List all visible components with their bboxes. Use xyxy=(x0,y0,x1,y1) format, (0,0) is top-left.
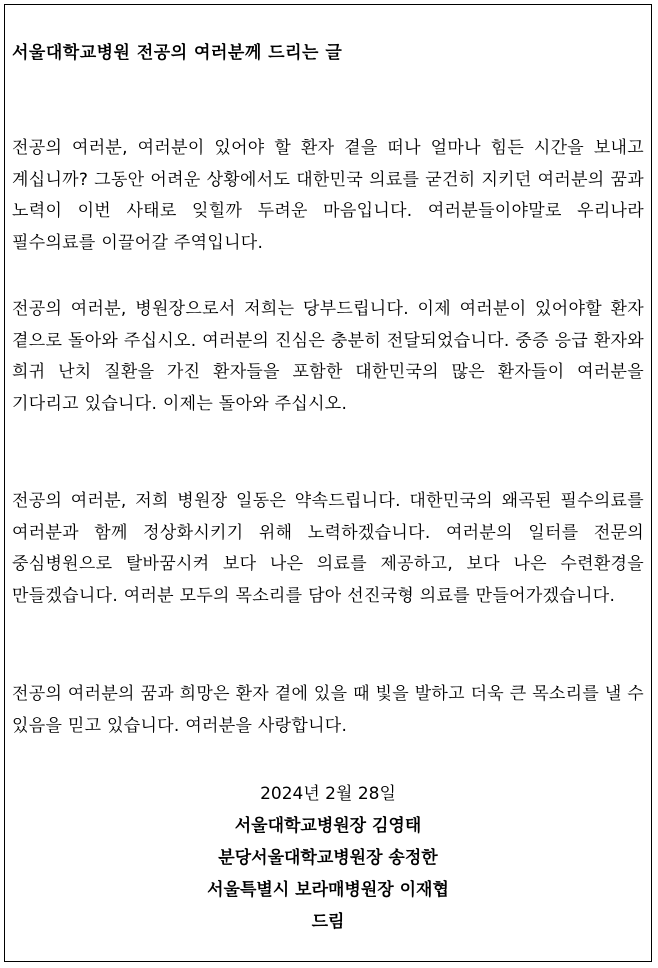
letter-paragraph-4: 전공의 여러분의 꿈과 희망은 환자 곁에 있을 때 빛을 발하고 더욱 큰 목소리를 낼 수 있음을 믿고 있습니다. 여러분을 사랑합니다. xyxy=(12,684,644,736)
signatory-1: 서울대학교병원장 김영태 xyxy=(234,816,422,836)
letter-paragraph-1: 전공의 여러분, 여러분이 있어야 할 환자 곁을 떠나 얼마나 힘든 시간을 보내고 계십니까? 그동안 어려운 상황에서도 대한민국 의료를 굳건히 지키던 여러분의 꿈과 노력이 이번 사태로 잊힐까 두려운 마음입니다. 여러분들이야말로 우리나라 필수의료를 이끌어갈 주역입니다. xyxy=(12,138,644,253)
letter-paragraph-3: 전공의 여러분, 저희 병원장 일동은 약속드립니다. 대한민국의 왜곡된 필수의료를 여러분과 함께 정상화시키기 위해 노력하겠습니다. 여러분의 일터를 전문의 중심병원으로 탈바꿈시켜 보다 나은 의료를 제공하고, 보다 나은 수련환경을 만들겠습니다. 여러분 모두의 목소리를 담아 선진국형 의료를 만들어가겠습니다. xyxy=(12,491,644,606)
letter-date: 2024년 2월 28일 xyxy=(260,784,396,804)
signatory-3: 서울특별시 보라매병원장 이재협 xyxy=(207,880,449,900)
letter-closing: 드림 xyxy=(311,912,345,932)
letter-paragraph-2: 전공의 여러분, 병원장으로서 저희는 당부드립니다. 이제 여러분이 있어야할 환자 곁으로 돌아와 주십시오. 여러분의 진심은 충분히 전달되었습니다. 중증 응급 환자와 희귀 난치 질환을 가진 환자들을 포함한 대한민국의 많은 환자들이 여러분을 기다리고 있습니다. 이제는 돌아와 주십시오. xyxy=(12,299,644,414)
letter-title: 서울대학교병원 전공의 여러분께 드리는 글 xyxy=(12,43,343,63)
signatory-2: 분당서울대학교병원장 송정한 xyxy=(218,848,438,868)
